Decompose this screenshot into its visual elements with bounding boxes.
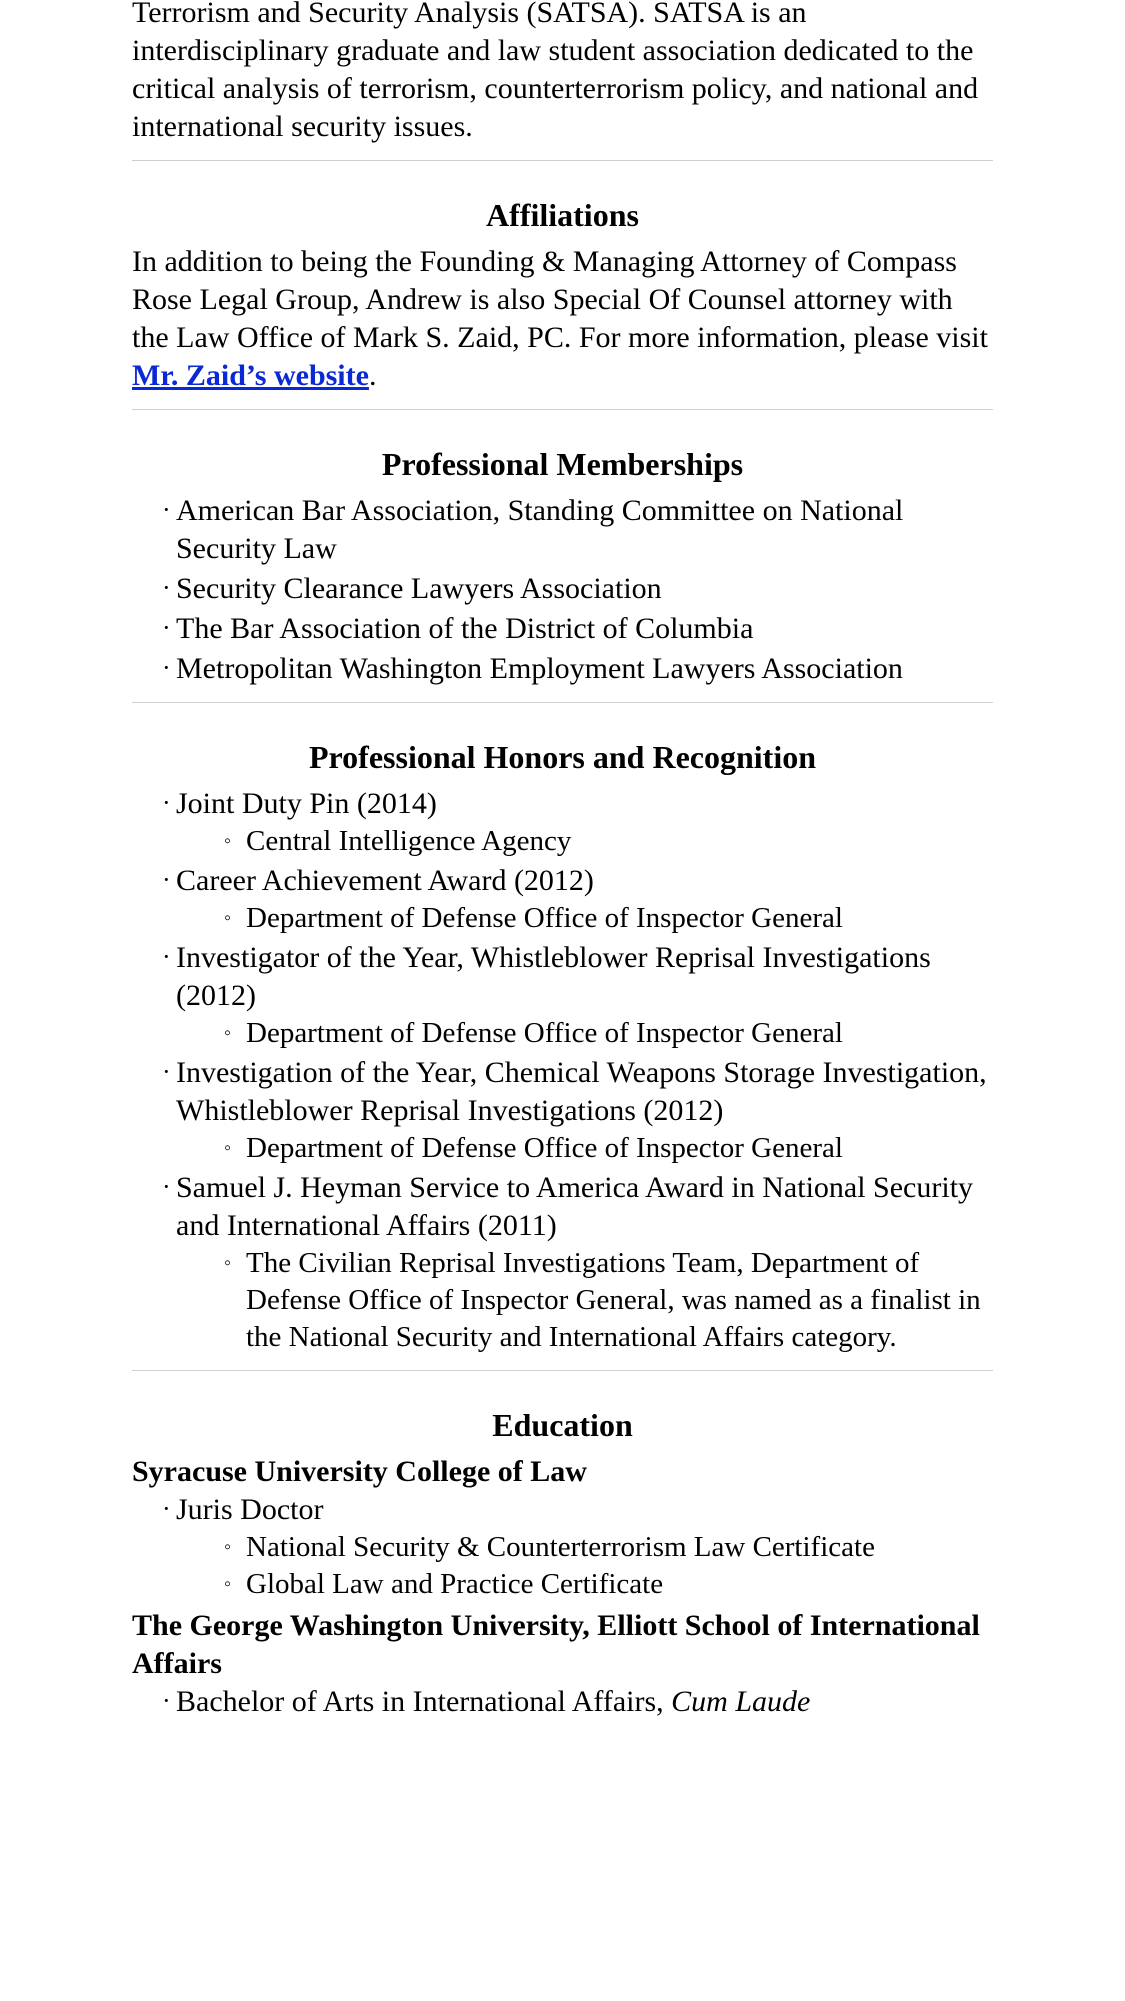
bullet-icon: · bbox=[162, 573, 171, 602]
list-item-label: The Bar Association of the District of Columbia bbox=[176, 612, 754, 645]
sub-list-item bbox=[224, 1566, 993, 1603]
section-education bbox=[132, 1371, 993, 1721]
sub-list-item-label: Department of Defense Office of Inspector General bbox=[246, 1132, 843, 1164]
sub-list-item-label: Department of Defense Office of Inspector General bbox=[246, 902, 843, 934]
professional-memberships-list bbox=[132, 492, 993, 688]
list-item bbox=[162, 1491, 993, 1603]
list-item-label: Investigator of the Year, Whistleblower Reprisal Investigations (2012) bbox=[176, 941, 931, 1012]
list-item bbox=[162, 1683, 993, 1721]
sub-list-item bbox=[224, 900, 993, 937]
bullet-icon: · bbox=[162, 495, 171, 524]
bullet-icon: · bbox=[162, 942, 171, 971]
bullet-icon: · bbox=[162, 1172, 171, 1201]
sub-list-item bbox=[224, 1245, 993, 1356]
section-professional-honors bbox=[132, 703, 993, 1356]
circle-bullet-icon: ◦ bbox=[224, 1022, 232, 1044]
bullet-icon: · bbox=[162, 1686, 171, 1715]
list-item bbox=[162, 939, 993, 1052]
degree-label: Juris Doctor bbox=[176, 1493, 324, 1526]
circle-bullet-icon: ◦ bbox=[224, 907, 232, 929]
circle-bullet-icon: ◦ bbox=[224, 1252, 232, 1274]
school-name: The George Washington University, Elliott School of International Affairs bbox=[132, 1609, 980, 1680]
list-item-label: Metropolitan Washington Employment Lawyers Association bbox=[176, 652, 903, 685]
education-school-syracuse bbox=[132, 1453, 993, 1603]
list-item bbox=[162, 1169, 993, 1356]
list-item bbox=[162, 1054, 993, 1167]
list-item-label: American Bar Association, Standing Committee on National Security Law bbox=[176, 494, 904, 565]
list-item bbox=[162, 492, 993, 568]
section-professional-memberships bbox=[132, 410, 993, 688]
bullet-icon: · bbox=[162, 1057, 171, 1086]
list-item-label: Security Clearance Lawyers Association bbox=[176, 572, 662, 605]
list-item-label: Career Achievement Award (2012) bbox=[176, 864, 594, 897]
list-item bbox=[162, 610, 993, 648]
affiliations-text-before-link: In addition to being the Founding & Managing Attorney of Compass Rose Legal Group, Andrew is also Special Of Counsel attorney with the Law Office of Mark S. Zaid, PC. For more information, please visit bbox=[132, 245, 988, 354]
list-item bbox=[162, 570, 993, 608]
sub-list-item-label: Department of Defense Office of Inspector General bbox=[246, 1017, 843, 1049]
list-item bbox=[162, 862, 993, 937]
bullet-icon: · bbox=[162, 613, 171, 642]
degree-list bbox=[132, 1491, 993, 1603]
sub-list-item-label: The Civilian Reprisal Investigations Team, Department of Defense Office of Inspector General, was named as a finalist in the National Security and International Affairs category. bbox=[246, 1247, 981, 1353]
education-heading: Education bbox=[492, 1407, 633, 1443]
affiliations-heading: Affiliations bbox=[486, 197, 639, 233]
sub-list bbox=[176, 1245, 993, 1356]
circle-bullet-icon: ◦ bbox=[224, 1573, 232, 1595]
sub-list bbox=[176, 1529, 993, 1603]
professional-memberships-heading: Professional Memberships bbox=[381, 446, 744, 482]
bullet-icon: · bbox=[162, 653, 171, 682]
list-item bbox=[162, 785, 993, 860]
circle-bullet-icon: ◦ bbox=[224, 1536, 232, 1558]
professional-honors-list bbox=[132, 785, 993, 1356]
sub-list-item bbox=[224, 1130, 993, 1167]
sub-list bbox=[176, 900, 993, 937]
school-name: Syracuse University College of Law bbox=[132, 1455, 587, 1488]
sub-list-item bbox=[224, 823, 993, 860]
sub-list bbox=[176, 1130, 993, 1167]
sub-list-item-label: National Security & Counterterrorism Law Certificate bbox=[246, 1531, 875, 1563]
sub-list-item-label: Global Law and Practice Certificate bbox=[246, 1568, 664, 1600]
list-item-label: Joint Duty Pin (2014) bbox=[176, 787, 437, 820]
bullet-icon: · bbox=[162, 788, 171, 817]
affiliations-paragraph bbox=[132, 243, 993, 395]
degree-list bbox=[132, 1683, 993, 1721]
list-item-label: Investigation of the Year, Chemical Weapons Storage Investigation, Whistleblower Reprisal Investigations (2012) bbox=[176, 1056, 987, 1127]
sub-list-item bbox=[224, 1015, 993, 1052]
sub-list bbox=[176, 1015, 993, 1052]
section-affiliations bbox=[132, 161, 993, 395]
education-school-gwu bbox=[132, 1607, 993, 1721]
sub-list-item-label: Central Intelligence Agency bbox=[246, 825, 572, 857]
degree-label: Bachelor of Arts in International Affairs, bbox=[176, 1685, 672, 1718]
bullet-icon: · bbox=[162, 865, 171, 894]
affiliations-text-after-link: . bbox=[368, 359, 377, 392]
professional-honors-heading: Professional Honors and Recognition bbox=[309, 739, 816, 775]
degree-honors: Cum Laude bbox=[671, 1685, 811, 1718]
circle-bullet-icon: ◦ bbox=[224, 830, 232, 852]
intro-paragraph: Terrorism and Security Analysis (SATSA). SATSA is an interdisciplinary graduate and law student association dedicated to the critical analysis of terrorism, counterterrorism policy, and national and international security issues. bbox=[132, 0, 979, 143]
sub-list-item bbox=[224, 1529, 993, 1566]
bullet-icon: · bbox=[162, 1494, 171, 1523]
intro-paragraph-block bbox=[132, 0, 993, 146]
sub-list bbox=[176, 823, 993, 860]
list-item-label: Samuel J. Heyman Service to America Award in National Security and International Affairs (2011) bbox=[176, 1171, 974, 1242]
circle-bullet-icon: ◦ bbox=[224, 1137, 232, 1159]
list-item bbox=[162, 650, 993, 688]
zaid-website-link[interactable]: Mr. Zaid’s website bbox=[132, 359, 369, 392]
